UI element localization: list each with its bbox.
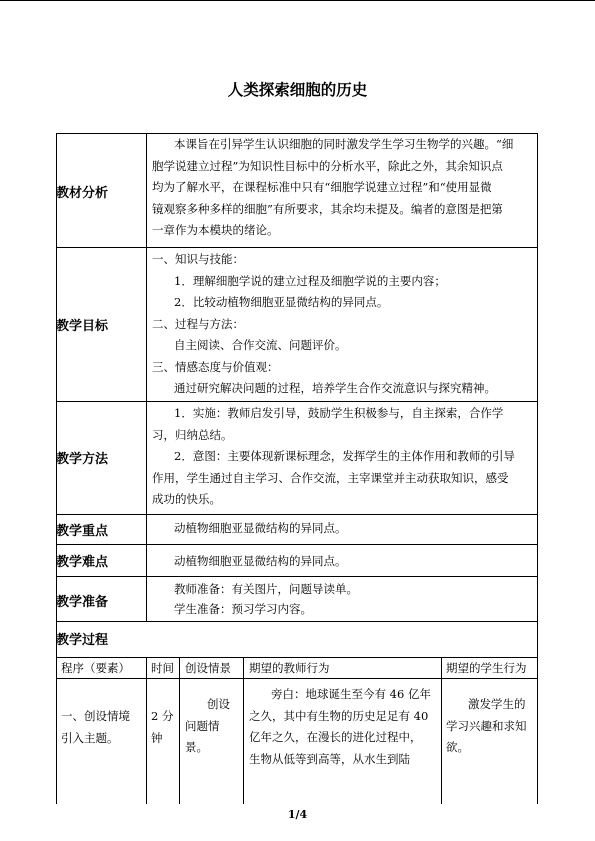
row-teacher	[249, 684, 431, 770]
top-rule	[0, 0, 595, 1]
section-process	[56, 621, 538, 658]
methods-line: 2．意图：主要体现新课标理念，发挥学生的主体作用和教师的引导	[174, 449, 515, 463]
key-points-label: 教学重点	[56, 524, 109, 539]
preparation-label: 教学准备	[56, 595, 109, 610]
scenario-line: 创设	[207, 697, 230, 711]
student-line: 激发学生的	[468, 697, 526, 711]
goals-line: 1．理解细胞学说的建立过程及细胞学说的主要内容；	[174, 273, 446, 288]
student-line: 欲。	[446, 740, 469, 754]
row-student	[446, 694, 527, 759]
student-line: 学习兴趣和求知	[446, 718, 527, 733]
teacher-line: 旁白：地球诞生至今有 46 亿年	[271, 687, 431, 701]
methods-line: 成功的快乐。	[152, 492, 221, 506]
teacher-line: 生物从低等到高等，从水生到陆	[249, 751, 410, 766]
goals-label: 教学目标	[56, 319, 109, 334]
methods-line: 习，归纳总结。	[152, 427, 233, 442]
key-points-divider	[146, 514, 147, 545]
analysis-divider	[146, 133, 147, 248]
methods-divider	[146, 401, 147, 515]
goals-line: 二、过程与方法：	[152, 316, 244, 331]
header-time: 时间	[151, 661, 174, 675]
header-teacher: 期望的教师行为	[249, 661, 330, 675]
methods-text	[152, 403, 534, 511]
step-line: 一、创设情境	[61, 709, 130, 723]
analysis-text	[152, 134, 534, 242]
goals-line: 自主阅读、合作交流、问题评价。	[174, 338, 347, 352]
process-label: 教学过程	[56, 633, 109, 648]
time-line: 2 分	[151, 709, 174, 723]
methods-label: 教学方法	[56, 452, 109, 467]
page-number: 1/4	[287, 808, 308, 821]
goals-line: 三、情感态度与价值观：	[152, 359, 279, 374]
teacher-line: 亿年之久，在漫长的进化过程中，	[249, 730, 422, 744]
header-scenario: 创设情景	[185, 661, 231, 675]
header-student: 期望的学生行为	[446, 661, 527, 675]
teacher-line: 之久，其中有生物的历史足足有 40	[249, 708, 429, 723]
preparation-text	[174, 579, 358, 619]
page-title: 人类探索细胞的历史	[227, 81, 368, 99]
analysis-line: 一章作为本模块的绪论。	[152, 223, 279, 237]
row-time	[151, 706, 173, 749]
goals-line: 通过研究解决问题的过程，培养学生合作交流意识与探究精神。	[174, 381, 496, 395]
preparation-line: 学生准备：预习学习内容。	[174, 602, 312, 616]
goals-line: 一、知识与技能：	[152, 252, 244, 266]
goals-divider	[146, 247, 147, 402]
key-points-text: 动植物细胞亚显微结构的异同点。	[174, 521, 347, 535]
process-col-divider	[179, 657, 180, 804]
preparation-line: 教师准备：有关图片，问题导读单。	[174, 582, 358, 596]
step-line: 引入主题。	[61, 730, 119, 745]
scenario-line: 景。	[185, 740, 208, 754]
goals-text	[152, 249, 534, 400]
process-col-divider	[441, 657, 442, 804]
methods-line: 1．实施：教师启发引导，鼓励学生积极参与，自主探索，合作学	[174, 406, 504, 420]
preparation-divider	[146, 576, 147, 622]
analysis-line: 本课旨在引异学生认识细胞的同时激发学生学习生物学的兴趣。“细	[174, 137, 514, 151]
row-scenario	[185, 694, 230, 759]
analysis-line: 镜观察多种多样的细胞”有所要求，其余均未提及。编者的意图是把第	[152, 201, 503, 216]
time-line: 钟	[151, 730, 163, 745]
difficulties-text: 动植物细胞亚显微结构的异同点。	[174, 554, 347, 568]
difficulties-label: 教学难点	[56, 555, 109, 570]
header-step: 程序（要素）	[61, 661, 130, 675]
methods-line: 作用，学生通过自主学习、合作交流，主宰课堂并主动获取知识，感受	[152, 470, 509, 485]
process-col-divider	[146, 657, 147, 804]
analysis-line: 胞学说建立过程”为知识性目标中的分析水平，除此之外，其余知识点	[152, 158, 503, 173]
goals-line: 2．比较动植物细胞亚显微结构的异同点。	[174, 295, 389, 309]
row-step	[61, 706, 130, 749]
analysis-label: 教材分析	[56, 186, 109, 201]
scenario-line: 问题情	[185, 718, 220, 733]
process-col-divider	[243, 657, 244, 804]
difficulties-divider	[146, 544, 147, 577]
analysis-line: 均为了解水平，在课程标准中只有“细胞学说建立过程”和“使用显微	[152, 180, 492, 194]
